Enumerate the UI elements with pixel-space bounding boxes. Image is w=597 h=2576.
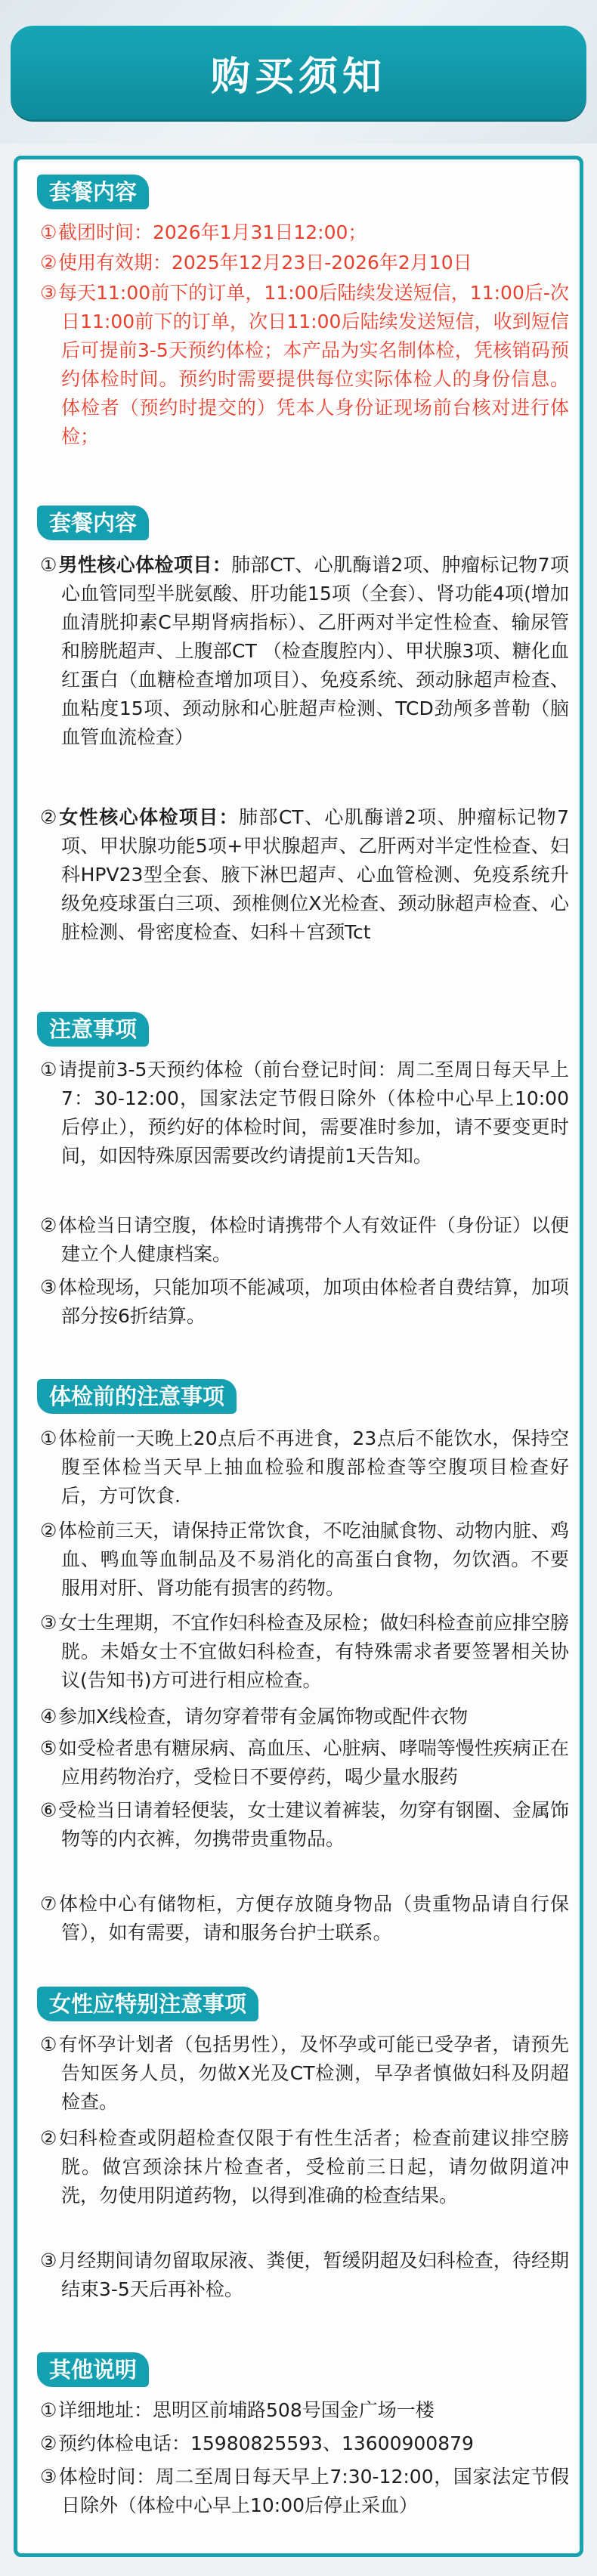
header-banner: [0, 0, 597, 144]
list-item: ①详细地址：思明区前埔路508号国金广场一楼: [40, 2399, 435, 2421]
content-card: [14, 156, 583, 2557]
list-item: ③体检现场，只能加项不能减项，加项由体检者自费结算，加项部分按6折结算。: [40, 1276, 569, 1327]
list-item: ②体检当日请空腹，体检时请携带个人有效证件（身份证）以便建立个人健康档案。: [40, 1214, 569, 1265]
list-item: ①有怀孕计划者（包括男性），及怀孕或可能已受孕者，请预先告知医务人员，勿做X光及CT检测，早孕者慎做妇科及阴超检查。: [40, 2033, 569, 2113]
section-tag-package-intro: 套餐内容: [37, 175, 149, 209]
list-item: ①体检前一天晚上20点后不再进食，23点后不能饮水，保持空腹至体检当天早上抽血检验和腹部检查等空腹项目检查好后，方可饮食.: [40, 1427, 569, 1507]
title-pill: [11, 26, 586, 119]
list-item: ⑦体检中心有储物柜，方便存放随身物品（贵重物品请自行保管），如有需要，请和服务台护士联系。: [40, 1893, 569, 1944]
list-item: ①男性核心体检项目：肺部CT、心肌酶谱2项、肿瘤标记物7项心血管同型半胱氨酸、肝功能15项（全套）、肾功能4项(增加血清胱抑素C早期肾病指标）、乙肝两对半定性检查、输尿管和膀胱超声、上腹部CT （检查腹腔内）、甲状腺3项、糖化血红蛋白（血糖检查增加项目）、免疫系统、颈动脉超声检查、血粘度15项、颈动脉和心脏超声检测、TCD劲颅多普勒（脑血管血流检查）: [40, 554, 569, 748]
list-item: ③每天11:00前下的订单，11:00后陆续发送短信，11:00后-次日11:00前下的订单，次日11:00后陆续发送短信，收到短信后可提前3-5天预约体检；本产品为实名制体检，凭核销码预约体检时间。预约时需要提供每位实际体检人的身份信息。体检者（预约时提交的）凭本人身份证现场前台核对进行体检；: [40, 282, 569, 447]
page-title: 购买须知: [210, 54, 386, 100]
list-item: ②体检前三天，请保持正常饮食，不吃油腻食物、动物内脏、鸡血、鸭血等血制品及不易消化的高蛋白食物，勿饮酒。不要服用对肝、肾功能有损害的药物。: [40, 1520, 569, 1599]
section-tag-package-content: 套餐内容: [37, 506, 149, 540]
list-item: ②使用有效期：2025年12月23日-2026年2月10日: [40, 252, 472, 274]
list-item: ①截团时间：2026年1月31日12:00；: [40, 221, 367, 243]
list-item: ③月经期间请勿留取尿液、粪便，暂缓阴超及妇科检查，待经期结束3-5天后再补检。: [40, 2250, 569, 2300]
section-tag-notes: 注意事项: [37, 1012, 149, 1047]
list-item: ②预约体检电话：15980825593、13600900879: [40, 2432, 474, 2454]
section-tag-female: 女性应特别注意事项: [37, 1987, 258, 2021]
list-item: ⑤如受检者患有糖尿病、高血压、心脏病、哮喘等慢性疾病正在应用药物治疗，受检日不要停药，喝少量水服药: [40, 1737, 569, 1788]
list-item: ②女性核心体检项目：肺部CT、心肌酶谱2项、肿瘤标记物7项、甲状腺功能5项+甲状腺超声、乙肝两对半定性检查、妇科HPV23型全套、腋下淋巴超声、心血管检测、免疫系统升级免疫球蛋白三项、颈椎侧位X光检查、颈动脉超声检查、心脏检测、骨密度检查、妇科＋宫颈Tct: [40, 806, 569, 943]
list-item: ①请提前3-5天预约体检（前台登记时间：周二至周日每天早上7：30-12:00，国家法定节假日除外（体检中心早上10:00后停止），预约好的体检时间，需要准时参加，请不要变更时间，如因特殊原因需要改约请提前1天告知。: [40, 1059, 569, 1167]
list-item: ③女士生理期，不宜作妇科检查及尿检；做妇科检查前应排空膀胱。未婚女士不宜做妇科检查，有特殊需求者要签署相关协议(告知书)方可进行相应检查。: [40, 1612, 569, 1691]
section-tag-other: 其他说明: [37, 2352, 149, 2387]
list-item: ③体检时间：周二至周日每天早上7:30-12:00，国家法定节假日除外（体检中心早上10:00后停止采血）: [40, 2466, 569, 2516]
section-tag-pre-exam: 体检前的注意事项: [37, 1379, 237, 1414]
list-item: ④参加X线检查，请勿穿着带有金属饰物或配件衣物: [40, 1705, 469, 1727]
list-item: ⑥受检当日请着轻便装，女士建议着裤装，勿穿有钢圈、金属饰物等的内衣裤，勿携带贵重物品。: [40, 1799, 569, 1850]
list-item: ②妇科检查或阴超检查仅限于有性生活者；检查前建议排空膀胱。做宫颈涂抹片检查者，受检前三日起，请勿做阴道冲洗，勿使用阴道药物，以得到准确的检查结果。: [40, 2127, 569, 2206]
